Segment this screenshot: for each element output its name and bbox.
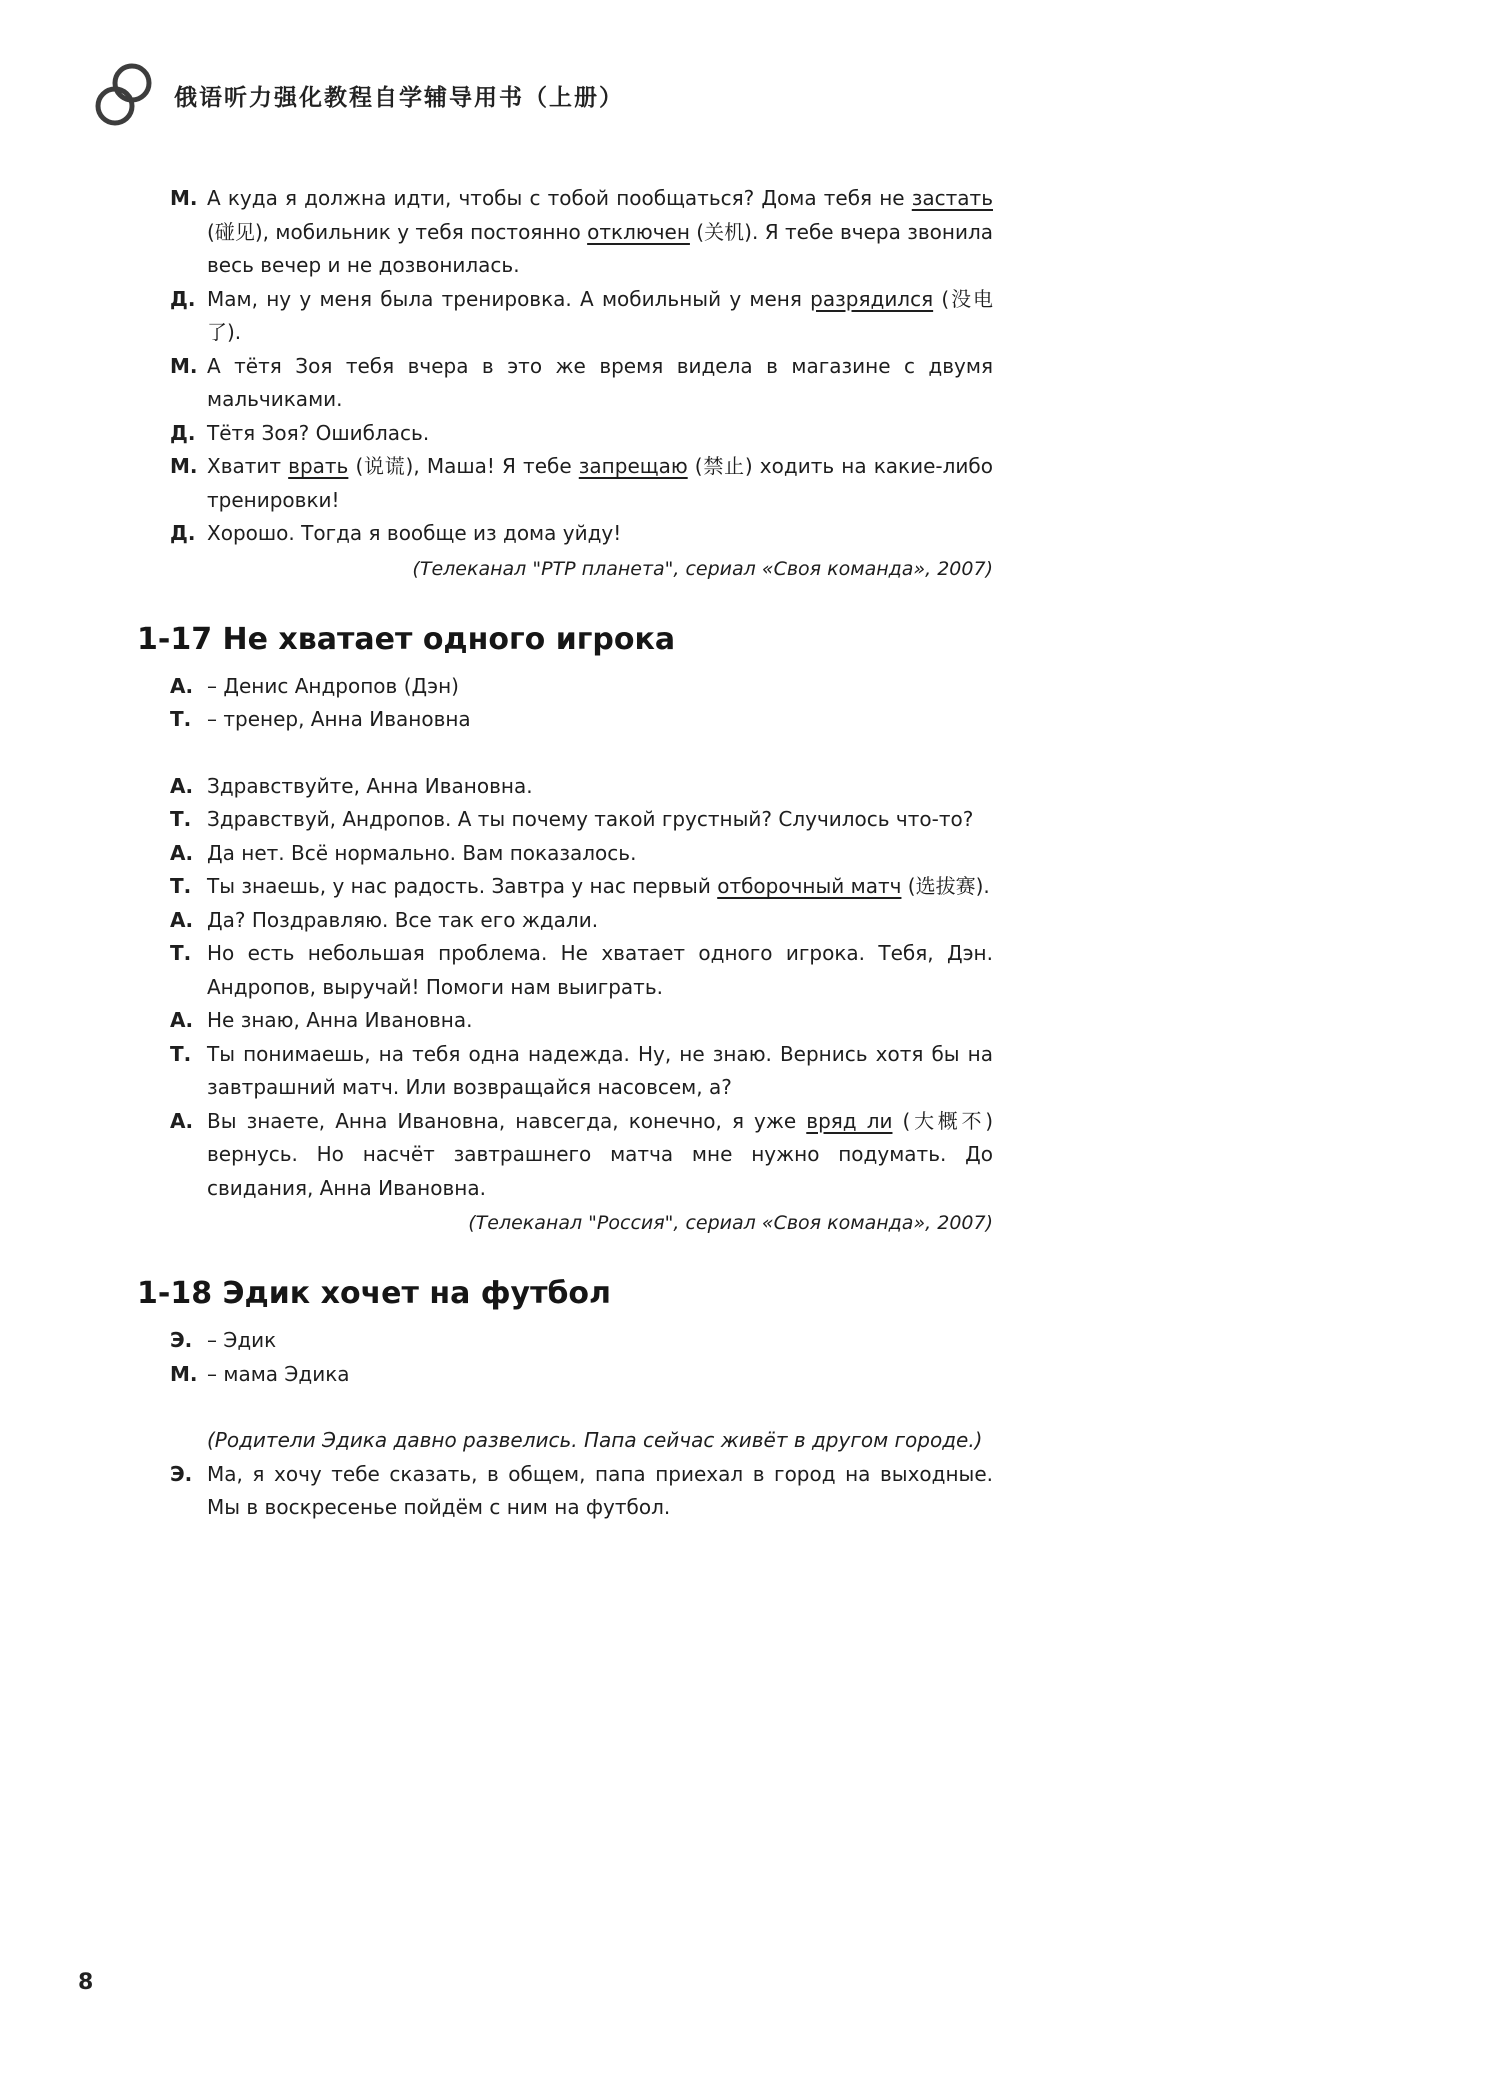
- line-text: [207, 1358, 993, 1392]
- speaker-label: А.: [170, 773, 194, 798]
- cast-line: [137, 1324, 993, 1358]
- text-segment: Ты понимаешь, на тебя одна надежда. Ну, не знаю. Вернись хотя бы на завтрашний матч. Или возвращайся насовсем, а?: [207, 1041, 993, 1099]
- line-text: [207, 870, 993, 904]
- cast-line: [137, 703, 993, 737]
- text-segment: Ты знаешь, у нас радость. Завтра у нас первый: [207, 874, 718, 898]
- dialogue-line: [137, 182, 993, 283]
- speaker-label: Д.: [170, 521, 196, 545]
- line-text: [207, 517, 993, 551]
- line-text: [207, 837, 993, 871]
- speaker-label: Д.: [170, 286, 196, 311]
- vocab-underlined: запрещаю: [578, 454, 688, 478]
- speaker-label: Т.: [170, 707, 192, 731]
- dialogue-line: [137, 904, 993, 938]
- speaker-label: А.: [170, 673, 194, 698]
- text-segment: Тётя Зоя? Ошиблась.: [207, 420, 430, 445]
- text-segment: (大概不) вернусь. Но насчёт завтрашнего матча мне нужно подумать. До свидания, Анна Ивановна.: [207, 1108, 994, 1200]
- text-segment: (关机). Я тебе вчера звонила весь вечер и не дозвонилась.: [207, 219, 994, 277]
- dialogue-line: [137, 937, 993, 1004]
- source-attribution: (Телеканал "РТР планета", сериал «Своя команда», 2007): [412, 557, 993, 580]
- vocab-underlined: разрядился: [810, 286, 934, 311]
- text-segment: Вы знаете, Анна Ивановна, навсегда, конечно, я уже: [207, 1108, 807, 1133]
- text-segment: (选拔赛).: [901, 874, 990, 898]
- text-segment: (碰见), мобильник у тебя постоянно: [207, 219, 588, 244]
- text-segment: Хорошо. Тогда я вообще из дома уйду!: [207, 521, 622, 545]
- line-text: [207, 803, 993, 837]
- text-segment: (没电了).: [207, 286, 993, 344]
- dialogue-block: [137, 770, 993, 1206]
- dialogue-line: [137, 283, 993, 350]
- page-content: [137, 182, 993, 1525]
- cast-line: [137, 1358, 993, 1392]
- vocab-underlined: отборочный матч: [717, 874, 902, 898]
- speaker-label: М.: [170, 1361, 198, 1386]
- line-text: [207, 450, 993, 517]
- speaker-label: А.: [170, 1108, 194, 1133]
- dialogue-block: [137, 1458, 993, 1525]
- text-segment: Но есть небольшая проблема. Не хватает одного игрока. Тебя, Дэн. Андропов, выручай! Помоги нам выиграть.: [207, 941, 993, 999]
- text-segment: А куда я должна идти, чтобы с тобой пообщаться? Дома тебя не: [207, 186, 912, 210]
- line-text: [207, 703, 993, 737]
- speaker-label: Т.: [170, 874, 192, 898]
- speaker-label: Т.: [170, 807, 192, 831]
- cast-block: [137, 670, 993, 737]
- dialogue-line: [137, 350, 993, 417]
- text-segment: Да? Поздравляю. Все так его ждали.: [207, 907, 599, 932]
- dialogue-line: [137, 803, 993, 837]
- section-heading: [137, 620, 993, 660]
- section-title: Эдик хочет на футбол: [222, 1276, 611, 1311]
- speaker-label: Д.: [170, 420, 196, 445]
- dialogue-block: [137, 182, 993, 551]
- text-segment: Мам, ну у меня была тренировка. А мобильный у меня: [207, 286, 811, 311]
- dialogue-line: [137, 1458, 993, 1525]
- line-text: [207, 770, 993, 804]
- dialogue-line: [137, 770, 993, 804]
- text-segment: – тренер, Анна Ивановна: [207, 707, 471, 731]
- page-header: [90, 60, 624, 130]
- text-segment: – Эдик: [207, 1328, 277, 1352]
- line-text: [207, 1458, 993, 1525]
- speaker-label: Т.: [170, 941, 192, 965]
- dialogue-line: [137, 450, 993, 517]
- cast-line: [137, 670, 993, 704]
- speaker-label: А.: [170, 840, 194, 865]
- section-heading: [137, 1274, 993, 1314]
- interlocking-circles-logo-icon: [90, 60, 158, 130]
- speaker-label: Э.: [170, 1461, 193, 1486]
- line-text: [207, 1038, 993, 1105]
- speaker-label: А.: [170, 1008, 194, 1032]
- line-text: [207, 182, 993, 283]
- speaker-label: Э.: [170, 1328, 193, 1352]
- text-segment: Не знаю, Анна Ивановна.: [207, 1008, 473, 1032]
- dialogue-line: [137, 1004, 993, 1038]
- stage-direction: (Родители Эдика давно развелись. Папа сейчас живёт в другом городе.): [207, 1428, 983, 1452]
- speaker-label: М.: [170, 186, 198, 210]
- page-number: 8: [78, 1970, 94, 1995]
- line-text: [207, 1004, 993, 1038]
- dialogue-line: [137, 517, 993, 551]
- speaker-label: А.: [170, 907, 194, 932]
- vocab-underlined: врать: [288, 454, 349, 478]
- dialogue-line: [137, 1105, 993, 1206]
- line-text: [207, 1105, 993, 1206]
- dialogue-line: [137, 417, 993, 451]
- section-number: 1-18: [137, 1276, 213, 1311]
- section-number: 1-17: [137, 621, 213, 657]
- line-text: [207, 937, 993, 1004]
- speaker-label: М.: [170, 454, 198, 478]
- text-segment: – Денис Андропов (Дэн): [207, 673, 459, 698]
- text-segment: Да нет. Всё нормально. Вам показалось.: [207, 840, 637, 865]
- text-segment: Ма, я хочу тебе сказать, в общем, папа приехал в город на выходные. Мы в воскресенье пойдём с ним на футбол.: [207, 1461, 993, 1519]
- dialogue-line: [137, 1038, 993, 1105]
- text-segment: Здравствуйте, Анна Ивановна.: [207, 773, 533, 798]
- text-segment: (说谎), Маша! Я тебе: [348, 454, 579, 478]
- text-segment: Хватит: [207, 454, 289, 478]
- line-text: [207, 417, 993, 451]
- source-attribution: (Телеканал "Россия", сериал «Своя команда», 2007): [468, 1212, 993, 1234]
- speaker-label: Т.: [170, 1041, 192, 1066]
- dialogue-line: [137, 837, 993, 871]
- vocab-underlined: застать: [911, 186, 993, 210]
- text-segment: – мама Эдика: [207, 1361, 350, 1386]
- dialogue-line: [137, 870, 993, 904]
- text-segment: А тётя Зоя тебя вчера в это же время видела в магазине с двумя мальчиками.: [207, 353, 993, 411]
- text-segment: (禁止) ходить на какие-либо тренировки!: [207, 454, 994, 512]
- text-segment: Здравствуй, Андропов. А ты почему такой грустный? Случилось что-то?: [207, 807, 974, 831]
- book-title: 俄语听力强化教程自学辅导用书（上册）: [174, 84, 624, 111]
- line-text: [207, 350, 993, 417]
- line-text: [207, 283, 993, 350]
- speaker-label: М.: [170, 353, 198, 378]
- cast-block: [137, 1324, 993, 1391]
- vocab-underlined: отключен: [587, 219, 690, 244]
- line-text: [207, 670, 993, 704]
- line-text: [207, 1324, 993, 1358]
- vocab-underlined: вряд ли: [806, 1108, 893, 1133]
- line-text: [207, 904, 993, 938]
- section-title: Не хватает одного игрока: [222, 621, 676, 657]
